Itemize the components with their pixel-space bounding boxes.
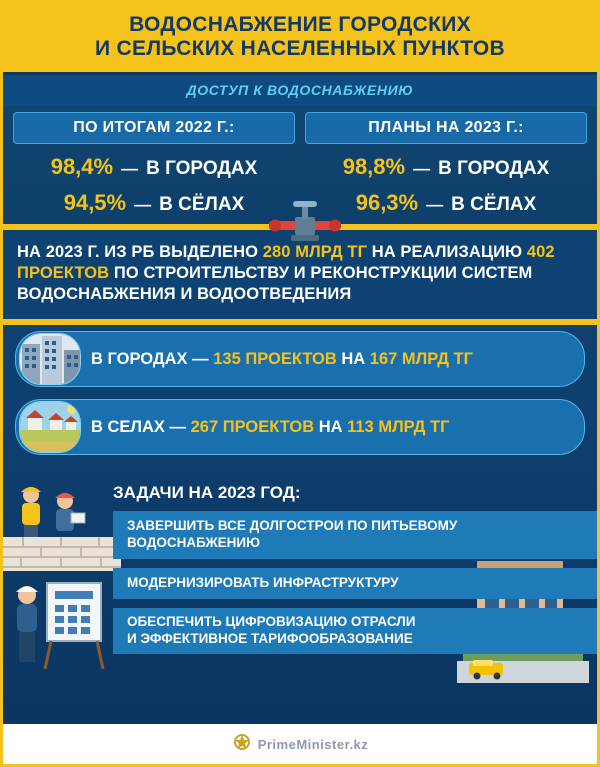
funding-section (3, 230, 597, 319)
projects-cards (3, 325, 597, 471)
card-amount: 167 МЛРД ТГ (369, 349, 473, 368)
card-place: В ГОРОДАХ (91, 349, 188, 368)
task-item-2: МОДЕРНИЗИРОВАТЬ ИНФРАСТРУКТУРУ (113, 568, 597, 599)
city-buildings-icon (19, 333, 81, 385)
page-header (3, 3, 597, 75)
card-cities[interactable] (15, 331, 585, 387)
stat-label: В ГОРОДАХ (146, 158, 258, 180)
card-villages[interactable] (15, 399, 585, 455)
emblem-icon (232, 733, 252, 755)
funding-part3: ПО СТРОИТЕЛЬСТВУ И РЕКОНСТРУКЦИИ СИСТЕМ ВОДОСНАБЖЕНИЯ И ВОДООТВЕДЕНИЯ (17, 264, 533, 304)
stat-row (305, 190, 587, 216)
stat-label: В СЁЛАХ (159, 194, 245, 216)
card-on: НА (341, 349, 366, 368)
subtitle-text: ДОСТУП К ВОДОСНАБЖЕНИЮ (186, 82, 414, 99)
stat-value: 98,8% (342, 154, 406, 180)
card-dash: — (169, 417, 187, 436)
funding-projects: 402 ПРОЕКТОВ (17, 243, 555, 283)
card-dash: — (192, 349, 209, 368)
access-2023-title: ПЛАНЫ НА 2023 Г.: (305, 112, 587, 144)
card-place: В СЕЛАХ (91, 417, 165, 436)
card-villages-text (91, 418, 449, 437)
task-item-3 (113, 608, 597, 654)
task-item-3-line1: ОБЕСПЕЧИТЬ ЦИФРОВИЗАЦИЮ ОТРАСЛИ (127, 613, 416, 629)
footer (3, 724, 597, 764)
stat-row (13, 154, 295, 180)
stat-dash: — (134, 195, 152, 215)
village-houses-icon (19, 401, 81, 453)
access-column-2022 (13, 112, 295, 216)
stat-dash: — (413, 159, 431, 179)
access-column-2023 (305, 112, 587, 216)
stat-dash: — (121, 159, 139, 179)
funding-amount: 280 МЛРД ТГ (262, 243, 368, 262)
card-on: НА (318, 417, 343, 436)
funding-part2: НА РЕАЛИЗАЦИЮ (367, 243, 527, 262)
funding-text (17, 242, 583, 305)
footer-brand: PrimeMinister.kz (257, 736, 369, 752)
stat-dash: — (426, 195, 444, 215)
stat-row (305, 154, 587, 180)
task-item-1: ЗАВЕРШИТЬ ВСЕ ДОЛГОСТРОИ ПО ПИТЬЕВОМУ ВОДОСНАБЖЕНИЮ (113, 511, 597, 559)
presenter-illustration (5, 577, 117, 673)
card-amount: 113 МЛРД ТГ (347, 417, 450, 436)
page-title-line2: И СЕЛЬСКИХ НАСЕЛЕННЫХ ПУНКТОВ (95, 36, 505, 60)
stat-label: В СЁЛАХ (451, 194, 537, 216)
task-item-3-line2: И ЭФФЕКТИВНОЕ ТАРИФООБРАЗОВАНИЕ (127, 630, 413, 646)
subtitle-band (3, 75, 597, 106)
stat-value: 98,4% (50, 154, 114, 180)
tasks-section (3, 471, 597, 691)
funding-part1: НА 2023 Г. ИЗ РБ ВЫДЕЛЕНО (17, 243, 263, 262)
stat-label: В ГОРОДАХ (438, 158, 550, 180)
tasks-title: ЗАДАЧИ НА 2023 ГОД: (113, 483, 301, 503)
access-2022-title: ПО ИТОГАМ 2022 Г.: (13, 112, 295, 144)
page-title-line1: ВОДОСНАБЖЕНИЕ ГОРОДСКИХ (129, 13, 471, 36)
card-count: 135 ПРОЕКТОВ (213, 349, 337, 368)
access-section (3, 106, 597, 224)
card-count: 267 ПРОЕКТОВ (190, 417, 315, 436)
workers-wall-illustration (3, 479, 121, 571)
stat-value: 94,5% (63, 190, 127, 216)
card-cities-text (91, 350, 473, 369)
stat-row (13, 190, 295, 216)
stat-value: 96,3% (355, 190, 419, 216)
